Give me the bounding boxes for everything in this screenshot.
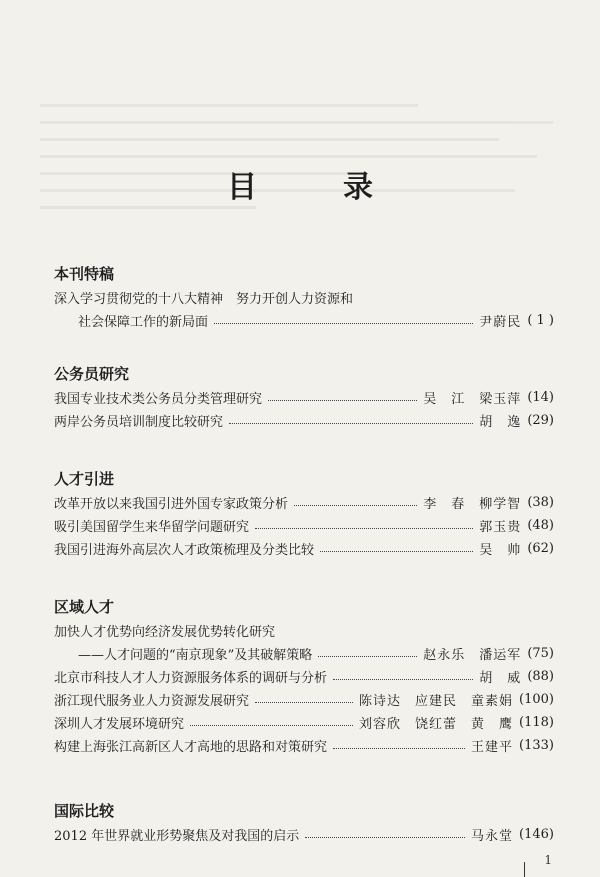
entry-author: 陈诗达 应建民 童素娟: [359, 694, 514, 709]
page-title: 目 录: [227, 170, 401, 205]
entry-title: 两岸公务员培训制度比较研究: [54, 415, 224, 430]
entry-author: 赵永乐 潘运军: [423, 648, 522, 663]
dot-leader: [318, 655, 417, 657]
toc-entry[interactable]: [54, 734, 554, 757]
dot-leader: [255, 527, 473, 529]
entry-title: 我国专业技术类公务员分类管理研究: [54, 392, 263, 407]
entry-author: 李 春 柳学智: [423, 497, 522, 512]
toc-entry[interactable]: [54, 665, 554, 688]
section-civil-servant: [54, 362, 554, 432]
toc-entry[interactable]: [54, 286, 554, 332]
entry-author: 郭玉贵: [479, 520, 522, 535]
entry-title: 2012 年世界就业形势聚焦及对我国的启示: [54, 829, 300, 844]
entry-page: (133): [519, 738, 554, 753]
entry-author: 尹蔚民: [479, 315, 522, 330]
entry-page: (146): [519, 827, 554, 842]
page-number-rule: [524, 862, 525, 877]
toc-entry[interactable]: [54, 823, 554, 846]
entry-author: 胡 逸: [479, 415, 522, 430]
entry-author: 刘容欣 饶红蕾 黄 鹰: [359, 717, 514, 732]
entry-page: (14): [527, 390, 554, 405]
dot-leader: [333, 678, 473, 680]
toc-entry[interactable]: [54, 711, 554, 734]
dot-leader: [190, 724, 353, 726]
section-heading: 区域人才: [54, 598, 115, 616]
entry-page: (100): [519, 692, 554, 707]
toc-entry[interactable]: [54, 514, 554, 537]
entry-title: 我国引进海外高层次人才政策梳理及分类比较: [54, 543, 315, 558]
section-featured: [54, 262, 554, 332]
toc-entry[interactable]: [54, 537, 554, 560]
entry-page: (75): [527, 646, 554, 661]
section-talent-introduction: [54, 467, 554, 560]
section-regional-talent: [54, 595, 554, 757]
entry-page: (62): [527, 541, 554, 556]
page-number: 1: [544, 853, 552, 867]
section-heading: 人才引进: [54, 470, 115, 488]
dot-leader: [305, 836, 465, 838]
entry-author: 吴 江 梁玉萍: [423, 392, 522, 407]
toc-entry[interactable]: [54, 619, 554, 665]
entry-title: 深入学习贯彻党的十八大精神 努力开创人力资源和: [54, 292, 354, 307]
entry-title: 北京市科技人才人力资源服务体系的调研与分析: [54, 671, 328, 686]
dot-leader: [333, 747, 465, 749]
dot-leader: [229, 422, 473, 424]
entry-subtitle: ——人才问题的“南京现象”及其破解策略: [78, 648, 313, 663]
entry-title: 深圳人才发展环境研究: [54, 717, 185, 732]
dot-leader: [320, 550, 473, 552]
entry-author: 吴 帅: [479, 543, 522, 558]
toc-entry[interactable]: [54, 409, 554, 432]
toc-entry[interactable]: [54, 688, 554, 711]
entry-title: 加快人才优势向经济发展优势转化研究: [54, 625, 276, 640]
dot-leader: [214, 322, 473, 324]
entry-page: (38): [527, 495, 554, 510]
entry-page: (88): [527, 669, 554, 684]
entry-page: (29): [527, 413, 554, 428]
dot-leader: [294, 504, 417, 506]
entry-title-continued: 社会保障工作的新局面: [78, 315, 209, 330]
toc-entry[interactable]: [54, 386, 554, 409]
entry-page: ( 1 ): [527, 313, 554, 328]
entry-title: 构建上海张江高新区人才高地的思路和对策研究: [54, 740, 328, 755]
entry-title: 浙江现代服务业人力资源发展研究: [54, 694, 250, 709]
section-international-comparison: [54, 799, 554, 846]
entry-title: 改革开放以来我国引进外国专家政策分析: [54, 497, 289, 512]
section-heading: 国际比较: [54, 802, 115, 820]
section-heading: 公务员研究: [54, 365, 130, 383]
entry-page: (118): [519, 715, 554, 730]
entry-page: (48): [527, 518, 554, 533]
entry-author: 王建平: [471, 740, 514, 755]
dot-leader: [255, 701, 353, 703]
entry-author: 马永堂: [471, 829, 514, 844]
dot-leader: [268, 399, 417, 401]
entry-title: 吸引美国留学生来华留学问题研究: [54, 520, 250, 535]
section-heading: 本刊特稿: [54, 265, 115, 283]
toc-entry[interactable]: [54, 491, 554, 514]
entry-author: 胡 威: [479, 671, 522, 686]
